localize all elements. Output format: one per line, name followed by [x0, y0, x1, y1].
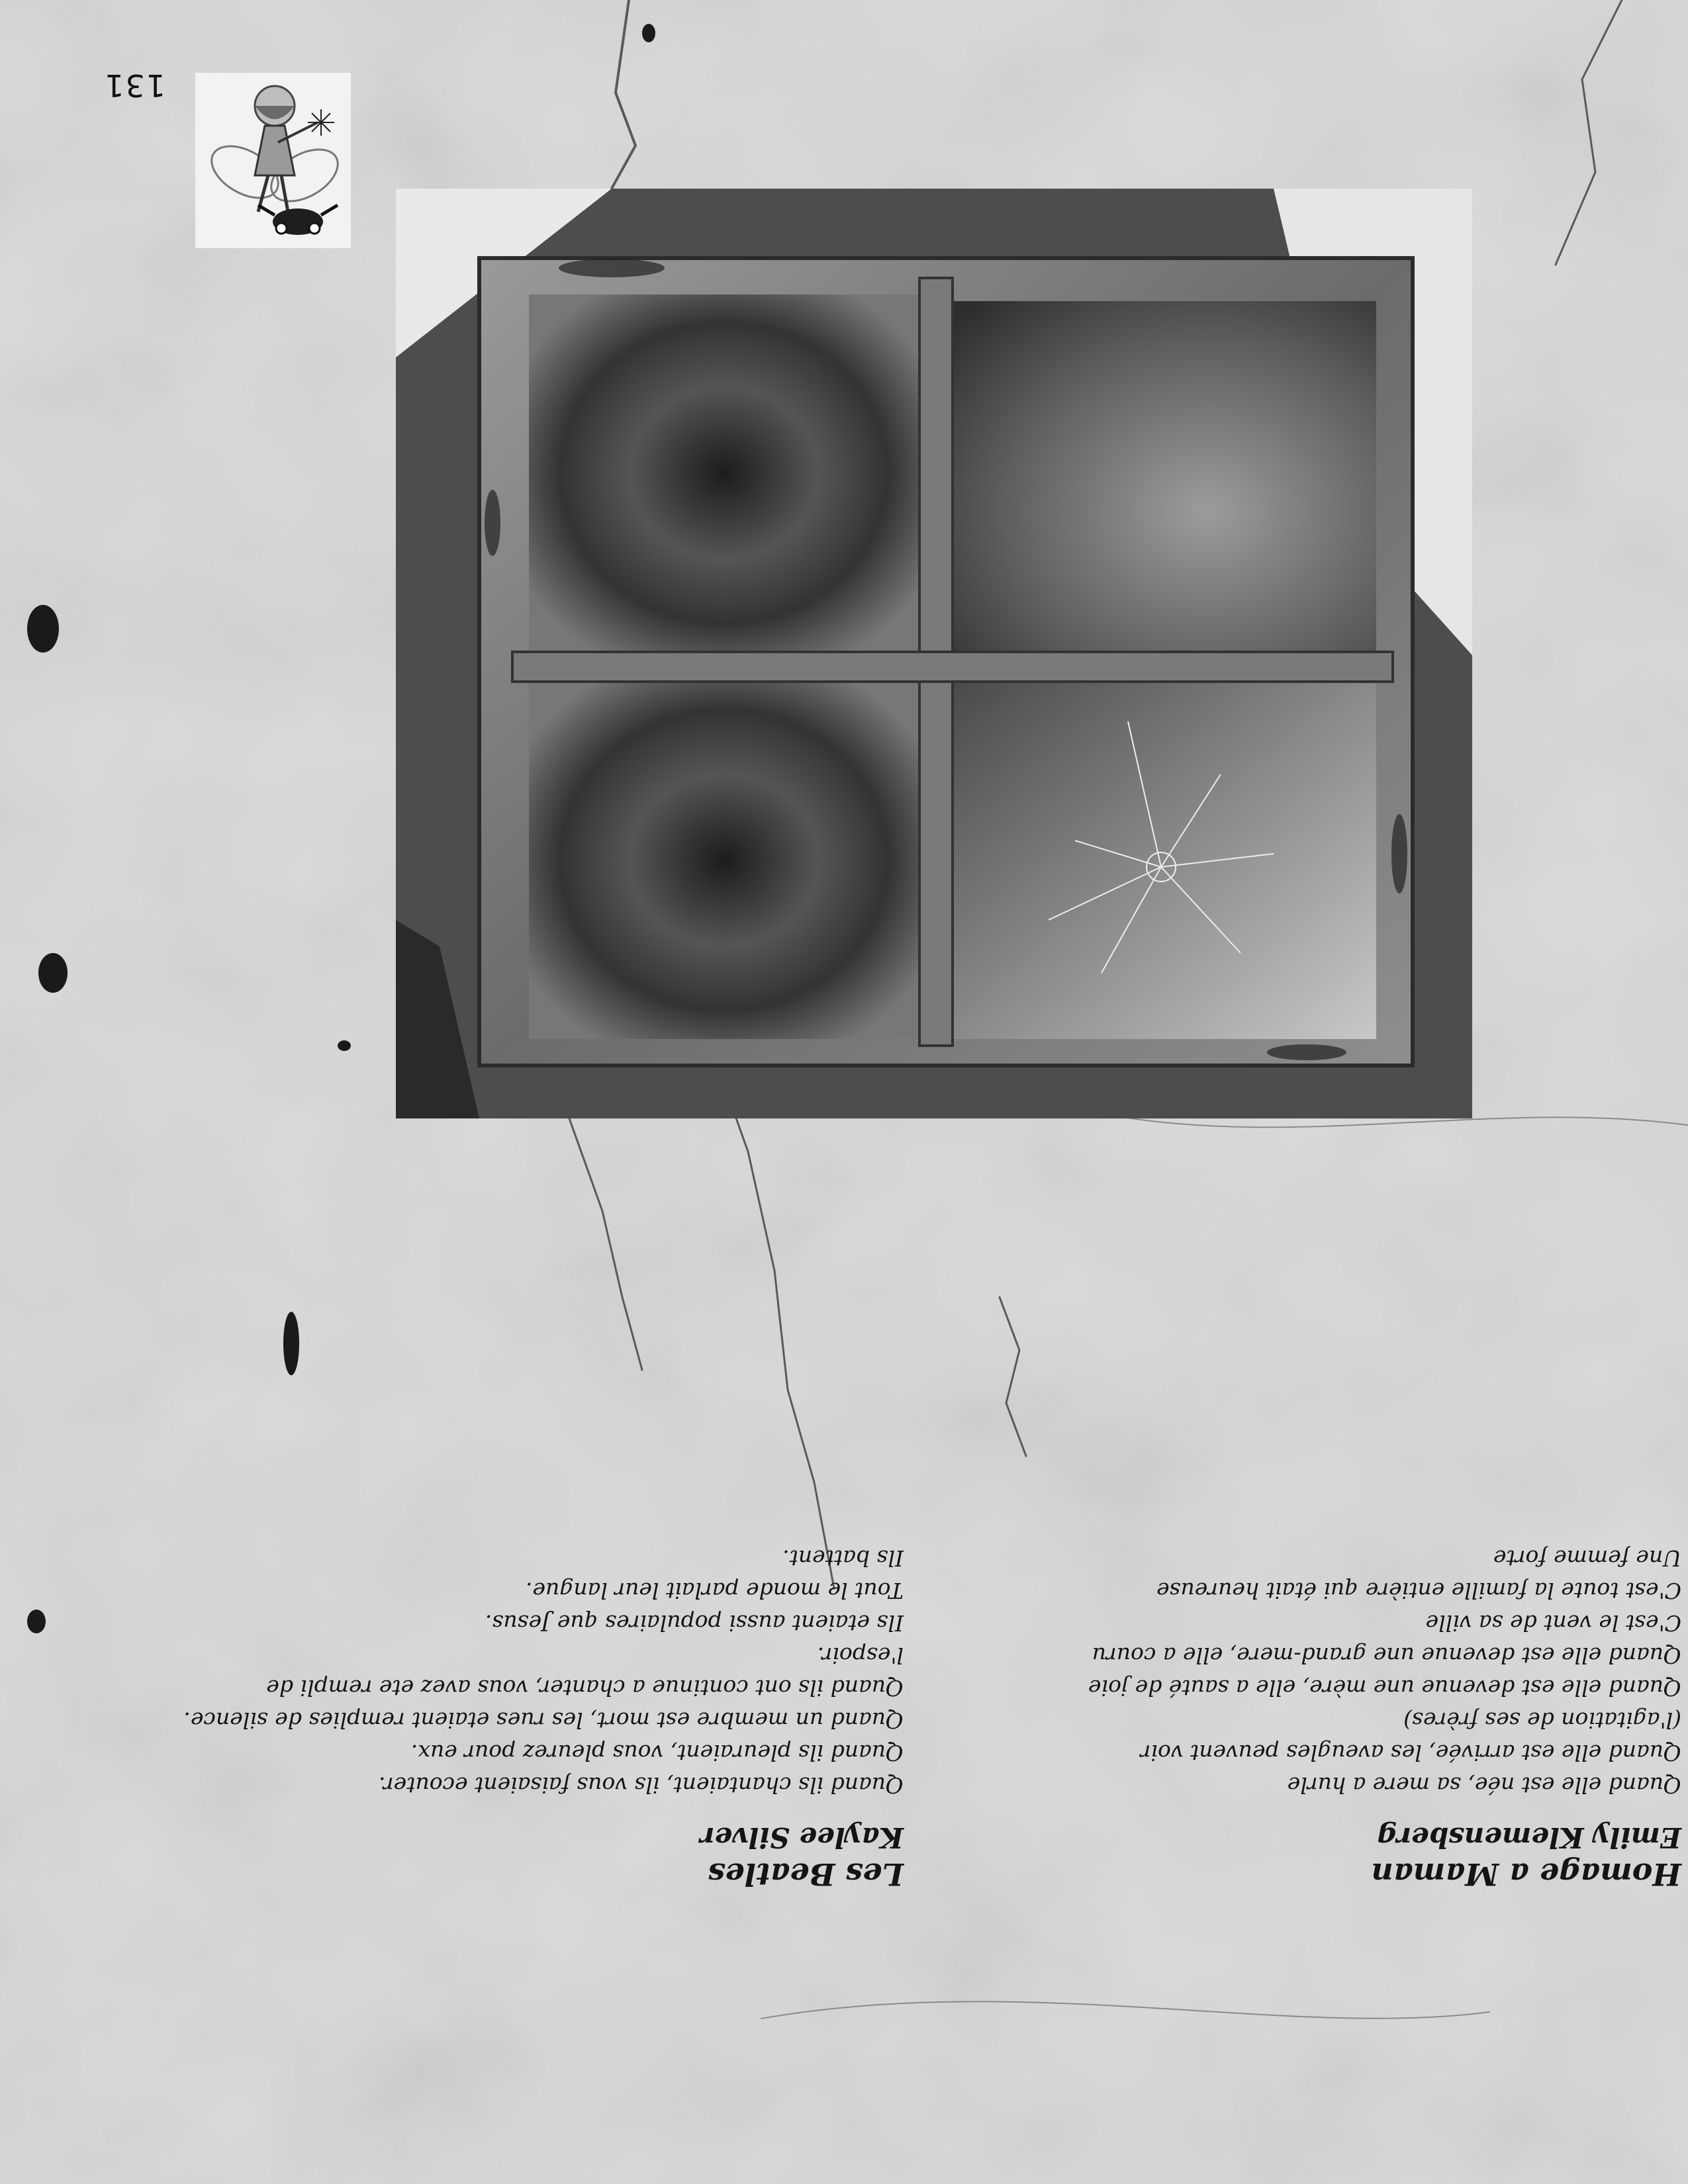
poem-line: (l'agitation de ses frères): [1403, 1707, 1681, 1733]
poem-line: Une femme forte: [1493, 1545, 1681, 1571]
poem-line: Quand elle est devenue une mère, elle a sauté de joie: [1088, 1675, 1681, 1701]
fairy-clipart: [195, 73, 351, 248]
poem-line: Quand elle est née, sa mere a hurle: [1287, 1772, 1681, 1798]
poem-line: C'est le vent de sa ville: [1425, 1610, 1681, 1636]
poem-line: C'est toute la famille entière qui était heureuse: [1156, 1578, 1681, 1604]
poem-line: Tout le monde parlait leur langue.: [525, 1578, 904, 1604]
poem-line: Quand ils pleuraient, vous pleurez pour eux.: [410, 1740, 904, 1766]
poem-line: Quand elle est devenue une grand-mere, elle a couru: [1092, 1643, 1681, 1668]
poem-line: Ils battent.: [782, 1545, 904, 1571]
poem-line: Quand ils chantaient, ils vous faisaient ecouter.: [379, 1772, 904, 1798]
poem-title: Les Beatles: [708, 1856, 904, 1892]
poem-author: Emily Klemensberg: [1377, 1821, 1681, 1854]
window-painting-photo: [396, 189, 1472, 1118]
poem-line: Quand ils ont continue a chanter, vous avez ete rempli de l'espoir.: [266, 1643, 904, 1701]
poem-line: Ils etaient aussi populaires que Jesus.: [485, 1610, 904, 1636]
poem-author: Kaylee Silver: [700, 1821, 904, 1854]
poem-homage-a-maman: [1000, 1542, 1681, 1893]
poem-line: Quand un membre est mort, les rues etaient remplies de silence.: [183, 1707, 904, 1733]
poem-line: Quand elle est arrivée, les aveugles peuvent voir: [1140, 1740, 1681, 1766]
poem-les-beatles: [175, 1542, 904, 1893]
page-number: 131: [103, 68, 165, 103]
poem-title: Homage a Maman: [1371, 1856, 1681, 1892]
